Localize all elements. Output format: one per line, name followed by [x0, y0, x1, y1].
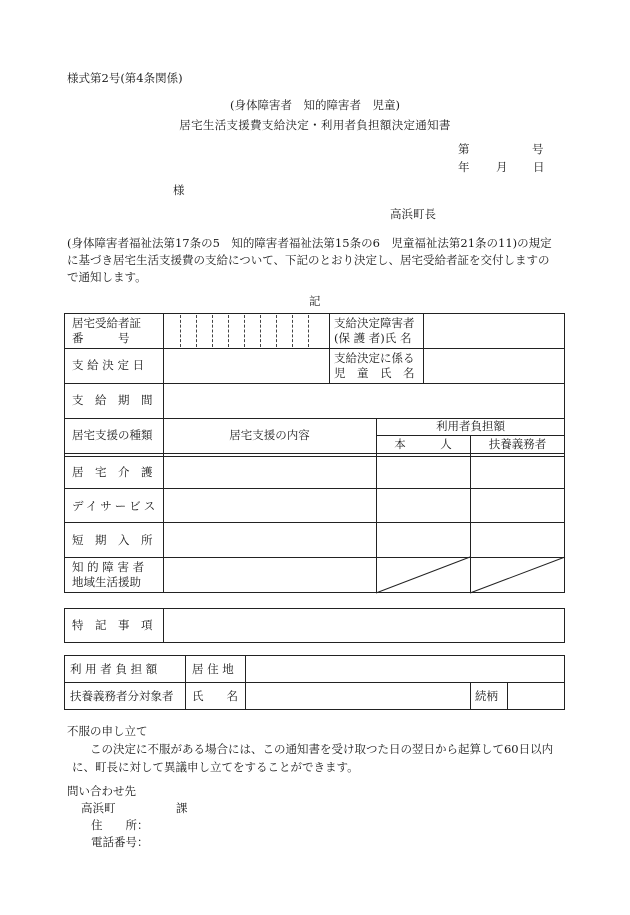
contact-phone-label: 電話番号： — [91, 835, 149, 849]
recipient-name-label-2: (保 護 者)氏 名 — [334, 331, 412, 345]
contact-town: 高浜町 — [81, 801, 116, 815]
burden-header: 利用者負担額 — [436, 419, 505, 433]
child-name-label-1: 支給決定に係る — [334, 351, 415, 365]
self-header: 本 人 — [394, 437, 452, 451]
cert-number-label-1: 居宅受給者証 — [72, 316, 141, 330]
document-subtitle: (身体障害者 知的障害者 児童) — [230, 98, 400, 112]
doc-number-suffix: 号 — [532, 142, 544, 156]
row-community-support-1: 知 的 障 害 者 — [72, 560, 145, 574]
row-short-stay: 短 期 入 所 — [72, 533, 153, 547]
relation-label: 続柄 — [475, 689, 498, 703]
document-title: 居宅生活支援費支給決定・利用者負担額決定通知書 — [179, 118, 451, 132]
date-year: 年 — [458, 160, 470, 174]
dependent-label: 扶養義務者分対象者 — [70, 689, 174, 703]
body-line-2: に基づき居宅生活支援費の支給について、下記のとおり決定し、居宅受給者証を交付しますの — [67, 253, 550, 267]
row-community-support-2: 地域生活援助 — [72, 575, 141, 589]
period-label: 支 給 期 間 — [72, 393, 153, 407]
row-home-care: 居 宅 介 護 — [72, 465, 153, 479]
name-label: 氏 名 — [192, 689, 238, 703]
recipient-name-label-1: 支給決定障害者 — [334, 316, 415, 330]
objection-line-1: この決定に不服がある場合には、この通知書を受け取つた日の翌日から起算して60日以内 — [90, 742, 554, 756]
body-line-1: (身体障害者福祉法第17条の5 知的障害者福祉法第15条の6 児童福祉法第21条の11)の規定 — [67, 236, 552, 250]
row-day-service: デイサービス — [72, 499, 159, 513]
issuer-name: 高浜町長 — [390, 207, 436, 221]
form-number: 様式第2号(第4条関係) — [67, 71, 183, 85]
child-name-label-2: 児 童 氏 名 — [334, 366, 415, 380]
decision-date-label: 支 給 決 定 日 — [72, 358, 145, 372]
diagonal-strike — [376, 557, 565, 593]
addressee-suffix: 様 — [173, 183, 185, 197]
special-notes-label: 特 記 事 項 — [72, 618, 153, 632]
doc-number-prefix: 第 — [458, 142, 470, 156]
ki-label: 記 — [309, 294, 321, 308]
contact-address-label: 住 所： — [91, 818, 149, 832]
objection-heading: 不服の申し立て — [67, 724, 148, 738]
burden-label: 利 用 者 負 担 額 — [70, 662, 158, 676]
contact-section: 課 — [176, 801, 188, 815]
date-month: 月 — [496, 160, 508, 174]
body-line-3: で通知します。 — [67, 270, 147, 284]
date-day: 日 — [533, 160, 545, 174]
objection-line-2: に、町長に対して異議申し立てをすることができます。 — [72, 760, 359, 774]
service-content-header: 居宅支援の内容 — [229, 428, 310, 442]
contact-heading: 問い合わせ先 — [67, 784, 136, 798]
supporter-header: 扶養義務者 — [488, 437, 547, 451]
address-label: 居 住 地 — [192, 662, 234, 676]
service-type-header: 居宅支援の種類 — [72, 428, 153, 442]
cert-number-label-2: 番 号 — [72, 331, 130, 345]
